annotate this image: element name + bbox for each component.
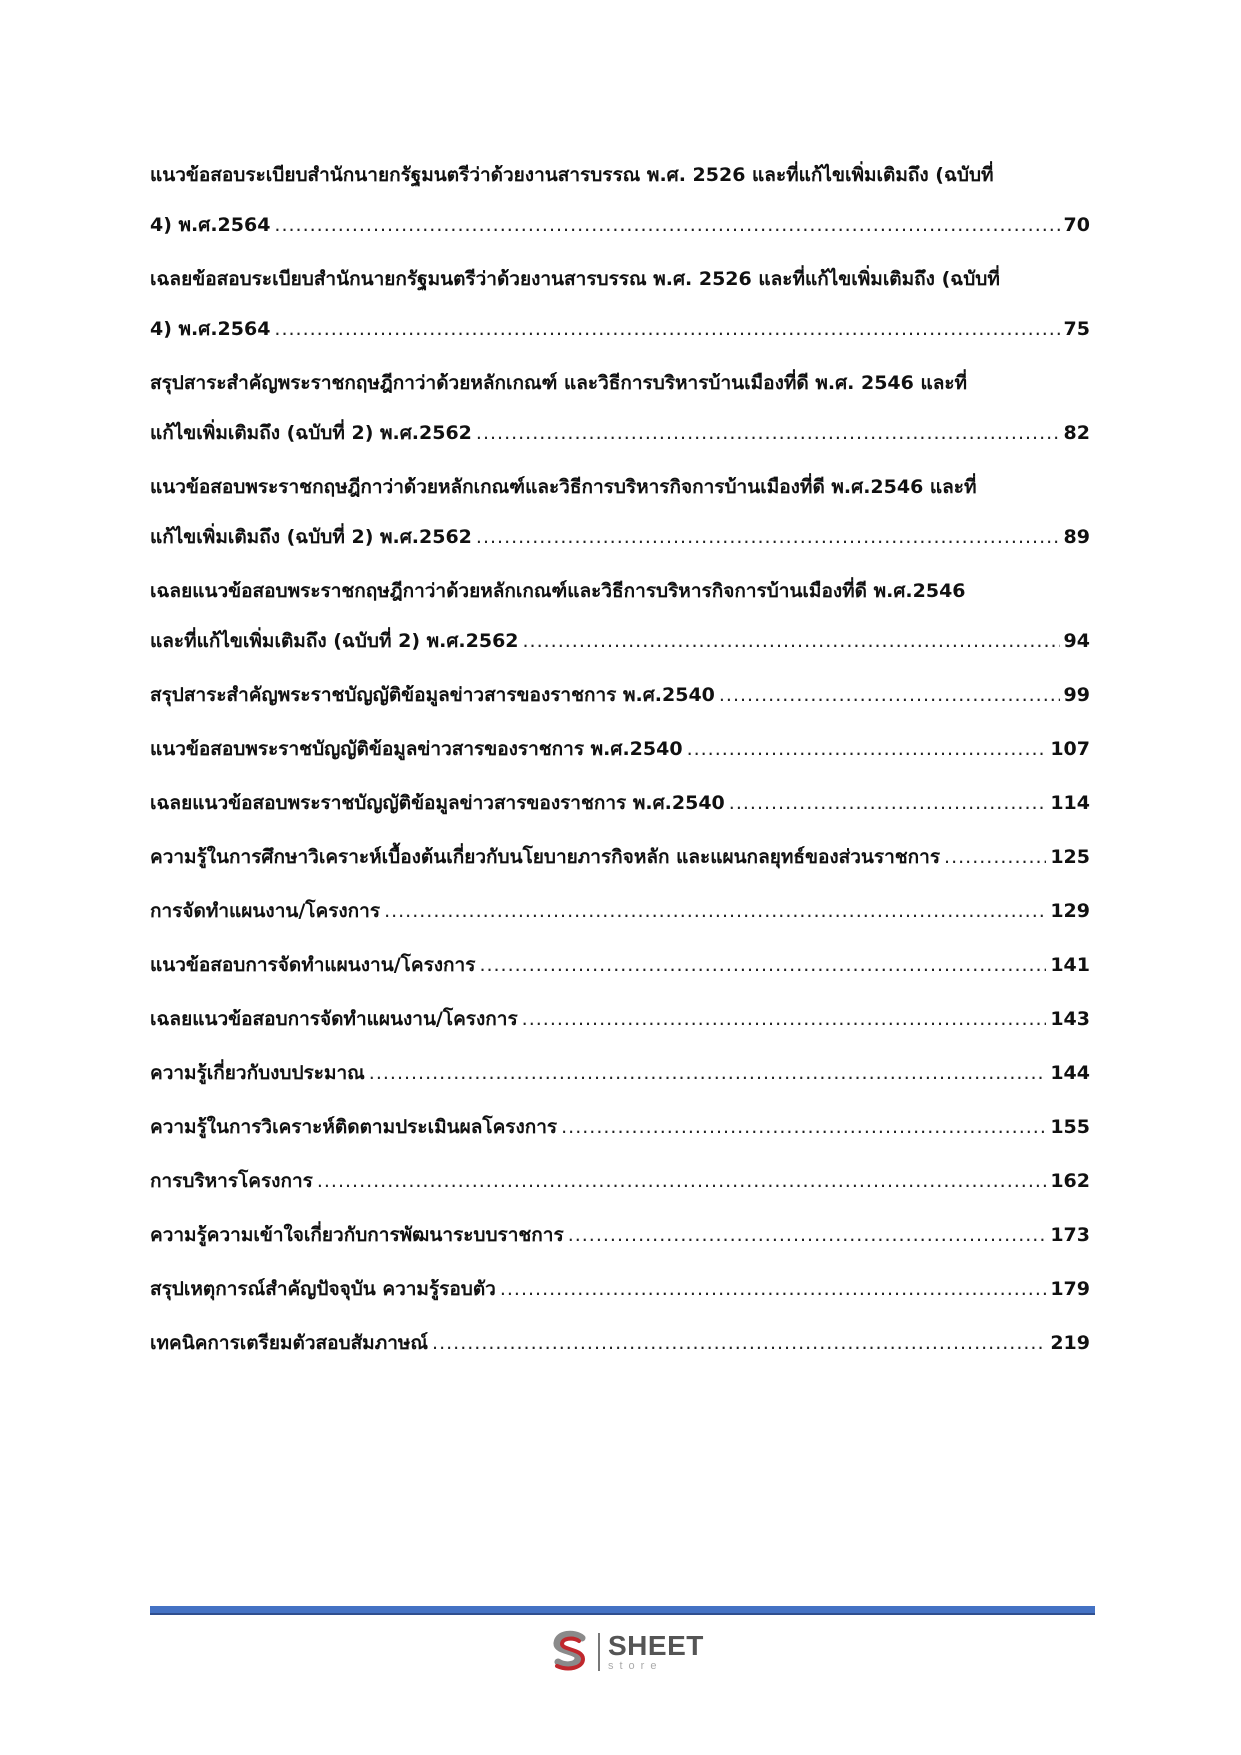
dot-leader: [687, 724, 1047, 774]
toc-entry[interactable]: [150, 1156, 1090, 1206]
toc-entry-title: แนวข้อสอบพระราชบัญญัติข้อมูลข่าวสารของราชการ พ.ศ.2540: [150, 738, 683, 760]
toc-entry[interactable]: [150, 462, 1090, 562]
toc-entry-title-line-2: 4) พ.ศ.2564: [150, 318, 271, 340]
toc-entry-title: ความรู้เกี่ยวกับงบประมาณ: [150, 1062, 365, 1084]
dot-leader: [476, 512, 1060, 562]
toc-entry-title-line-2: แก้ไขเพิ่มเติมถึง (ฉบับที่ 2) พ.ศ.2562: [150, 422, 472, 444]
toc-entry-title-line-1: แนวข้อสอบพระราชกฤษฎีกาว่าด้วยหลักเกณฑ์และวิธีการบริหารกิจการบ้านเมืองที่ดี พ.ศ.2546 และที่: [150, 476, 977, 498]
dot-leader: [476, 408, 1060, 458]
toc-page-number: 107: [1050, 738, 1090, 760]
toc-page-number: 219: [1050, 1332, 1090, 1354]
dot-leader: [944, 832, 1046, 882]
toc-entry-title-line-1: แนวข้อสอบระเบียบสำนักนายกรัฐมนตรีว่าด้วยงานสารบรรณ พ.ศ. 2526 และที่แก้ไขเพิ่มเติมถึง (ฉบับที่: [150, 164, 994, 186]
toc-entry-title-line-2: แก้ไขเพิ่มเติมถึง (ฉบับที่ 2) พ.ศ.2562: [150, 526, 472, 548]
toc-page-number: 179: [1050, 1278, 1090, 1300]
toc-page-number: 141: [1050, 954, 1090, 976]
footer-brand: [548, 1626, 704, 1678]
dot-leader: [432, 1318, 1046, 1368]
toc-entry[interactable]: [150, 1264, 1090, 1314]
sheet-store-s-logo-icon: [548, 1630, 592, 1674]
toc-entry[interactable]: [150, 940, 1090, 990]
toc-entry[interactable]: [150, 994, 1090, 1044]
toc-entry-title-line-1: สรุปสาระสำคัญพระราชกฤษฎีกาว่าด้วยหลักเกณฑ์ และวิธีการบริหารบ้านเมืองที่ดี พ.ศ. 2546 และที่: [150, 372, 968, 394]
table-of-contents: [150, 150, 1090, 1372]
dot-leader: [384, 886, 1046, 936]
toc-entry-title: การบริหารโครงการ: [150, 1170, 313, 1192]
toc-entry[interactable]: [150, 778, 1090, 828]
dot-leader: [317, 1156, 1047, 1206]
toc-page-number: 70: [1063, 214, 1090, 236]
dot-leader: [729, 778, 1047, 828]
dot-leader: [523, 616, 1060, 666]
toc-entry[interactable]: [150, 832, 1090, 882]
toc-entry[interactable]: [150, 150, 1090, 250]
toc-page-number: 144: [1050, 1062, 1090, 1084]
toc-page-number: 173: [1050, 1224, 1090, 1246]
brand-wordmark: [608, 1632, 704, 1672]
dot-leader: [500, 1264, 1046, 1314]
toc-entry-title: เฉลยแนวข้อสอบการจัดทำแผนงาน/โครงการ: [150, 1008, 518, 1030]
brand-name: SHEET: [608, 1630, 704, 1661]
brand-separator: [598, 1633, 600, 1671]
dot-leader: [568, 1210, 1047, 1260]
toc-page-number: 75: [1063, 318, 1090, 340]
toc-entry[interactable]: [150, 358, 1090, 458]
dot-leader: [274, 200, 1059, 250]
toc-entry-title: ความรู้ความเข้าใจเกี่ยวกับการพัฒนาระบบราชการ: [150, 1224, 564, 1246]
toc-entry-title: สรุปเหตุการณ์สำคัญปัจจุบัน ความรู้รอบตัว: [150, 1278, 496, 1300]
toc-page-number: 162: [1050, 1170, 1090, 1192]
toc-page-number: 129: [1050, 900, 1090, 922]
dot-leader: [274, 304, 1059, 354]
toc-entry-title: ความรู้ในการวิเคราะห์ติดตามประเมินผลโครงการ: [150, 1116, 558, 1138]
toc-entry[interactable]: [150, 1318, 1090, 1368]
dot-leader: [561, 1102, 1046, 1152]
dot-leader: [369, 1048, 1047, 1098]
toc-entry-title: สรุปสาระสำคัญพระราชบัญญัติข้อมูลข่าวสารของราชการ พ.ศ.2540: [150, 684, 715, 706]
toc-entry[interactable]: [150, 670, 1090, 720]
footer-divider: [150, 1606, 1095, 1615]
toc-entry[interactable]: [150, 1102, 1090, 1152]
toc-entry[interactable]: [150, 1048, 1090, 1098]
toc-entry-title-line-2: และที่แก้ไขเพิ่มเติมถึง (ฉบับที่ 2) พ.ศ.2562: [150, 630, 519, 652]
toc-entry-title-line-1: เฉลยข้อสอบระเบียบสำนักนายกรัฐมนตรีว่าด้วยงานสารบรรณ พ.ศ. 2526 และที่แก้ไขเพิ่มเติมถึง (ฉบับที่: [150, 268, 1000, 290]
toc-page-number: 82: [1063, 422, 1090, 444]
brand-subtitle: store: [608, 1660, 663, 1672]
toc-page-number: 114: [1050, 792, 1090, 814]
toc-entry-title: แนวข้อสอบการจัดทำแผนงาน/โครงการ: [150, 954, 476, 976]
toc-entry[interactable]: [150, 566, 1090, 666]
toc-page-number: 143: [1050, 1008, 1090, 1030]
toc-entry-title: เทคนิคการเตรียมตัวสอบสัมภาษณ์: [150, 1332, 429, 1354]
dot-leader: [522, 994, 1047, 1044]
toc-page-number: 94: [1063, 630, 1090, 652]
toc-page-number: 125: [1050, 846, 1090, 868]
toc-entry-title-line-1: เฉลยแนวข้อสอบพระราชกฤษฎีกาว่าด้วยหลักเกณฑ์และวิธีการบริหารกิจการบ้านเมืองที่ดี พ.ศ.2546: [150, 580, 966, 602]
toc-page-number: 155: [1050, 1116, 1090, 1138]
toc-entry-title: การจัดทำแผนงาน/โครงการ: [150, 900, 381, 922]
toc-page-number: 99: [1063, 684, 1090, 706]
toc-entry[interactable]: [150, 254, 1090, 354]
toc-entry-title: ความรู้ในการศึกษาวิเคราะห์เบื้องต้นเกี่ยวกับนโยบายภารกิจหลัก และแผนกลยุทธ์ของส่วนราชการ: [150, 846, 941, 868]
dot-leader: [479, 940, 1046, 990]
toc-entry[interactable]: [150, 886, 1090, 936]
toc-page-number: 89: [1063, 526, 1090, 548]
toc-entry-title-line-2: 4) พ.ศ.2564: [150, 214, 271, 236]
dot-leader: [719, 670, 1060, 720]
toc-entry-title: เฉลยแนวข้อสอบพระราชบัญญัติข้อมูลข่าวสารของราชการ พ.ศ.2540: [150, 792, 725, 814]
toc-entry[interactable]: [150, 1210, 1090, 1260]
toc-entry[interactable]: [150, 724, 1090, 774]
